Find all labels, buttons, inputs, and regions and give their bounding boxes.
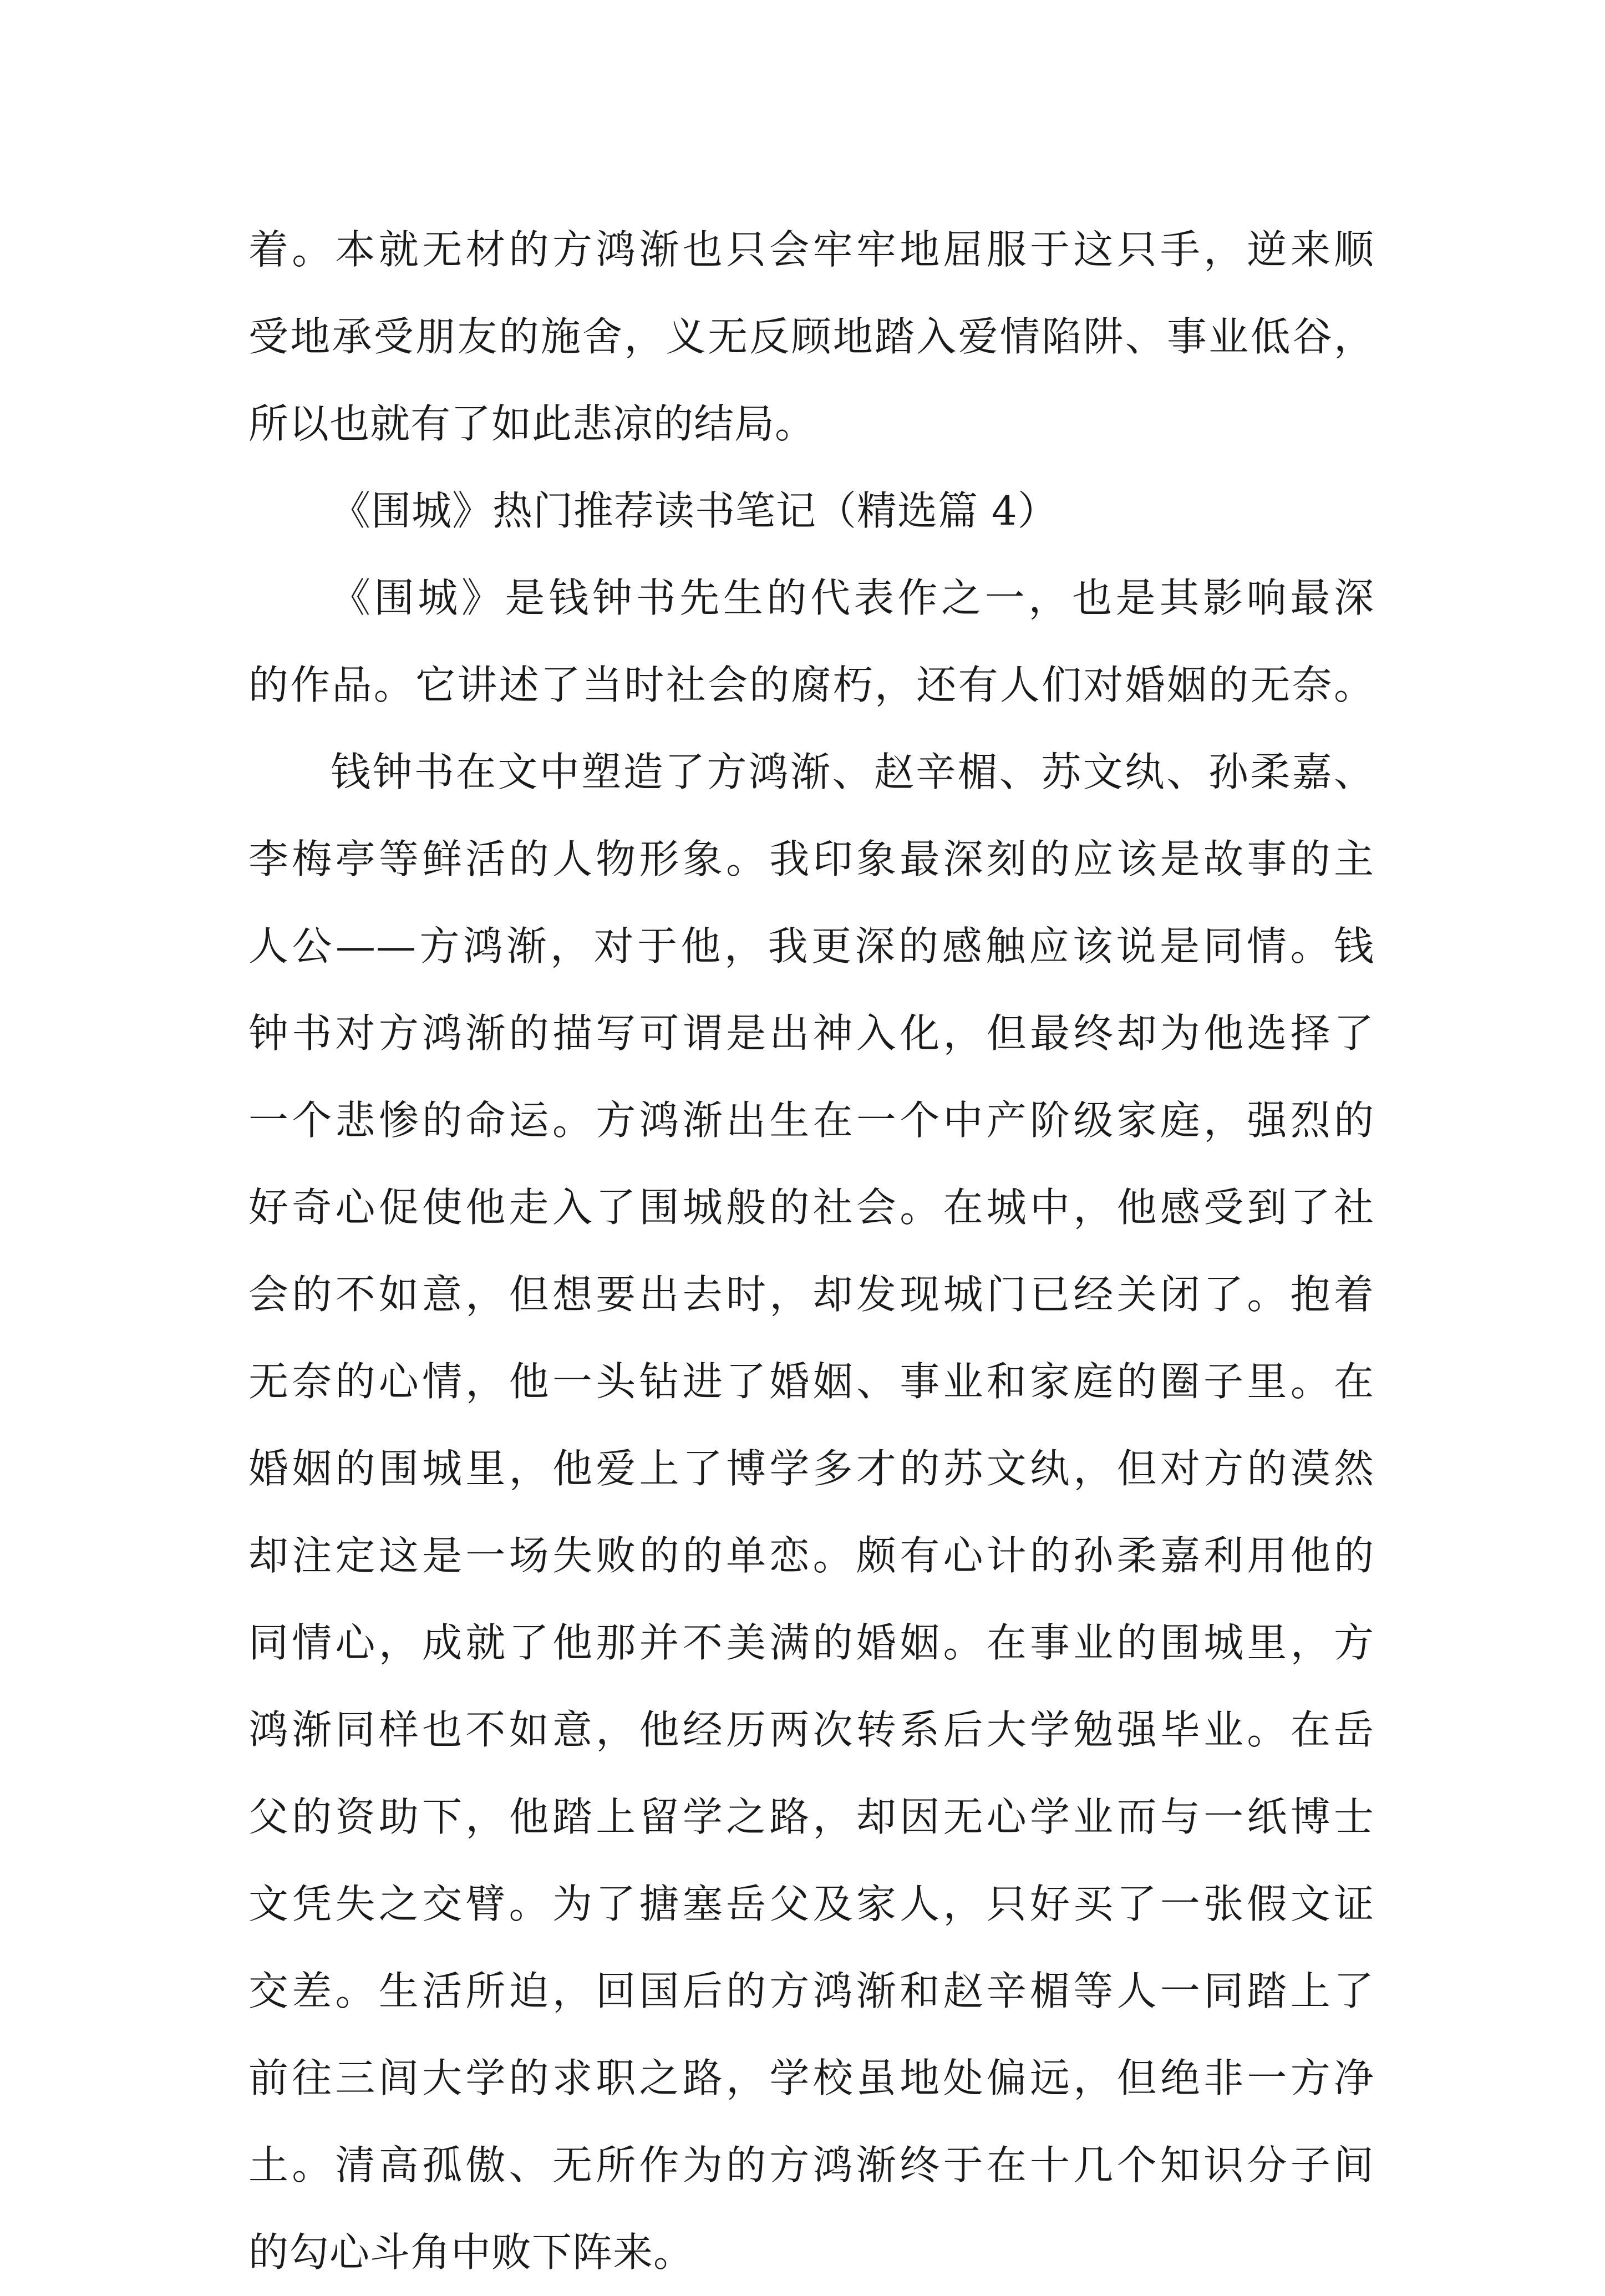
body-text — [248, 206, 1374, 2296]
text-line: 婚姻的围城里，他爱上了博学多才的苏文纨，但对方的漠然 — [248, 1445, 1374, 1492]
text-line: 文凭失之交臂。为了搪塞岳父及家人，只好买了一张假文证 — [248, 1881, 1374, 1927]
text-line: 李梅亭等鲜活的人物形象。我印象最深刻的应该是故事的主 — [248, 836, 1374, 882]
text-line: 受地承受朋友的施舍，义无反顾地踏入爱情陷阱、事业低谷， — [248, 313, 1374, 360]
text-line: 却注定这是一场失败的的单恋。颇有心计的孙柔嘉利用他的 — [248, 1532, 1374, 1579]
text-line: 着。本就无材的方鸿渐也只会牢牢地屈服于这只手，逆来顺 — [248, 226, 1374, 273]
text-line: 的勾心斗角中败下阵来。 — [248, 2229, 694, 2275]
text-line: 的作品。它讲述了当时社会的腐朽，还有人们对婚姻的无奈。 — [248, 662, 1374, 708]
text-line: 交差。生活所迫，回国后的方鸿渐和赵辛楣等人一同踏上了 — [248, 1968, 1374, 2014]
text-line: 好奇心促使他走入了围城般的社会。在城中，他感受到了社 — [248, 1184, 1374, 1231]
text-line: 《围城》是钱钟书先生的代表作之一，也是其影响最深 — [331, 575, 1374, 621]
text-line: 鸿渐同样也不如意，他经历两次转系后大学勉强毕业。在岳 — [248, 1706, 1374, 1753]
text-line: 钱钟书在文中塑造了方鸿渐、赵辛楣、苏文纨、孙柔嘉、 — [331, 749, 1374, 795]
text-line: 一个悲惨的命运。方鸿渐出生在一个中产阶级家庭，强烈的 — [248, 1097, 1374, 1144]
text-line: 人公——方鸿渐，对于他，我更深的感触应该说是同情。钱 — [248, 923, 1374, 969]
text-line: 前往三闾大学的求职之路，学校虽地处偏远，但绝非一方净 — [248, 2055, 1374, 2101]
text-line: 会的不如意，但想要出去时，却发现城门已经关闭了。抱着 — [248, 1271, 1374, 1318]
text-line: 所以也就有了如此悲凉的结局。 — [248, 400, 816, 447]
text-line: 钟书对方鸿渐的描写可谓是出神入化，但最终却为他选择了 — [248, 1010, 1374, 1056]
section-heading: 《围城》热门推荐读书笔记（精选篇 4） — [331, 487, 1058, 534]
text-line: 父的资助下，他踏上留学之路，却因无心学业而与一纸博士 — [248, 1794, 1374, 1840]
text-line: 同情心，成就了他那并不美满的婚姻。在事业的围城里，方 — [248, 1619, 1374, 1666]
text-line: 土。清高孤傲、无所作为的方鸿渐终于在十几个知识分子间 — [248, 2142, 1374, 2188]
text-line: 无奈的心情，他一头钻进了婚姻、事业和家庭的圈子里。在 — [248, 1358, 1374, 1405]
